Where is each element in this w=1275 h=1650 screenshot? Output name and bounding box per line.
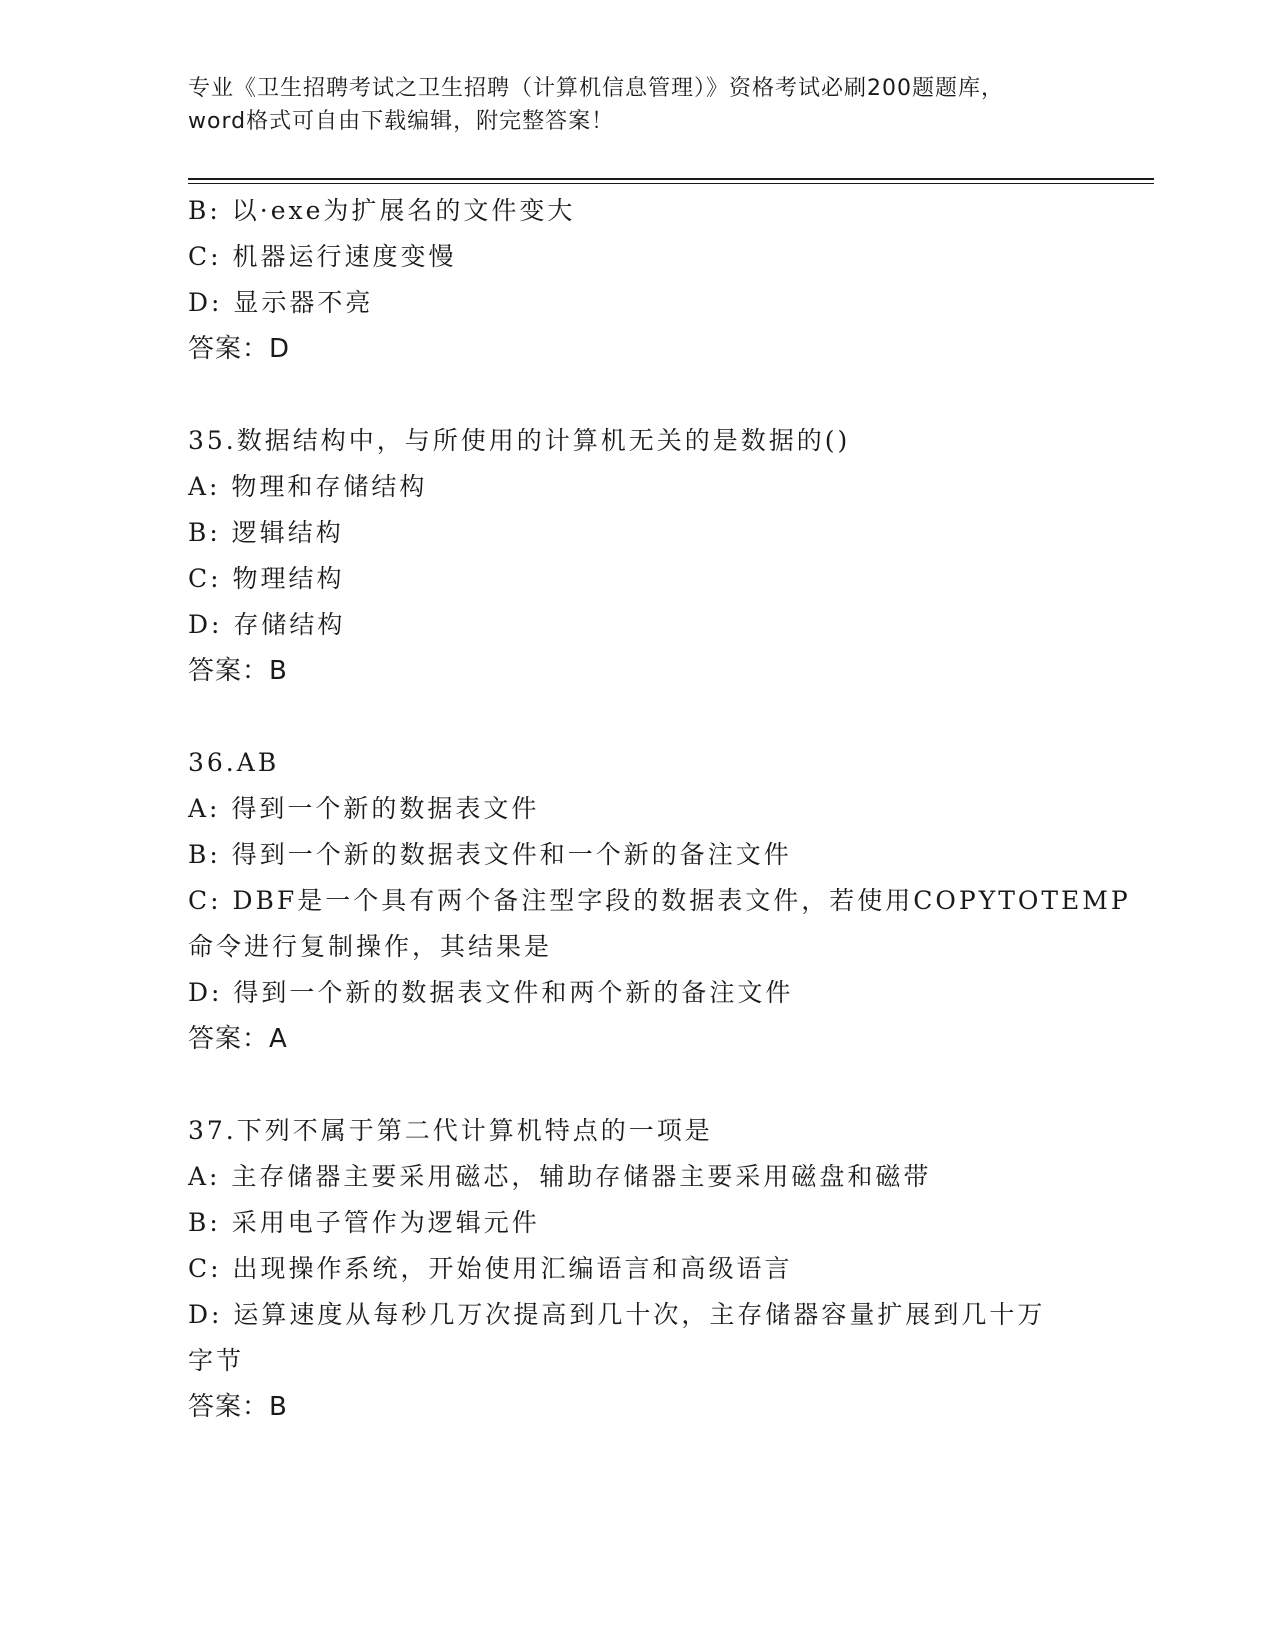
header-line-1: 专业《卫生招聘考试之卫生招聘（计算机信息管理）》资格考试必刷200题题库， [188, 76, 1004, 101]
option-a: A: 主存储器主要采用磁芯，辅助存储器主要采用磁盘和磁带 [188, 1162, 932, 1191]
spacer [188, 694, 1088, 740]
option-c: C: DBF是一个具有两个备注型字段的数据表文件，若使用COPYTOTEMP [188, 886, 1131, 915]
option-d-continued: 字节 [188, 1346, 245, 1375]
option-b: B: 以·exe为扩展名的文件变大 [188, 196, 576, 225]
option-d: D: 运算速度从每秒几万次提高到几十次，主存储器容量扩展到几十万 [188, 1300, 1046, 1329]
document-header [188, 72, 1088, 138]
option-c: C: 机器运行速度变慢 [188, 242, 457, 271]
option-a: A: 得到一个新的数据表文件 [188, 794, 540, 823]
header-rule-thick [188, 178, 1154, 180]
answer: 答案：B [188, 656, 288, 686]
answer: 答案：A [188, 1024, 288, 1054]
spacer [188, 1062, 1088, 1108]
question-list [188, 188, 1131, 1430]
option-b: B: 得到一个新的数据表文件和一个新的备注文件 [188, 840, 792, 869]
header-line-2: word格式可自由下载编辑，附完整答案！ [188, 109, 615, 134]
option-d: D: 存储结构 [188, 610, 346, 639]
question-text: 35.数据结构中，与所使用的计算机无关的是数据的() [188, 426, 851, 455]
question-37 [188, 1108, 1088, 1430]
question-36 [188, 740, 1131, 1062]
spacer [188, 372, 1088, 418]
answer: 答案：B [188, 1392, 288, 1422]
question-text: 37.下列不属于第二代计算机特点的一项是 [188, 1116, 713, 1145]
option-d: D: 显示器不亮 [188, 288, 374, 317]
option-c-continued: 命令进行复制操作，其结果是 [188, 932, 553, 961]
option-a: A: 物理和存储结构 [188, 472, 428, 501]
option-c: C: 出现操作系统，开始使用汇编语言和高级语言 [188, 1254, 793, 1283]
question-text: 36.AB [188, 748, 280, 777]
answer: 答案：D [188, 334, 291, 364]
option-c: C: 物理结构 [188, 564, 345, 593]
header-rule-thin [188, 183, 1154, 184]
question-34 [188, 188, 1088, 372]
option-b: B: 采用电子管作为逻辑元件 [188, 1208, 540, 1237]
option-b: B: 逻辑结构 [188, 518, 344, 547]
question-35 [188, 418, 1088, 694]
option-d: D: 得到一个新的数据表文件和两个新的备注文件 [188, 978, 794, 1007]
